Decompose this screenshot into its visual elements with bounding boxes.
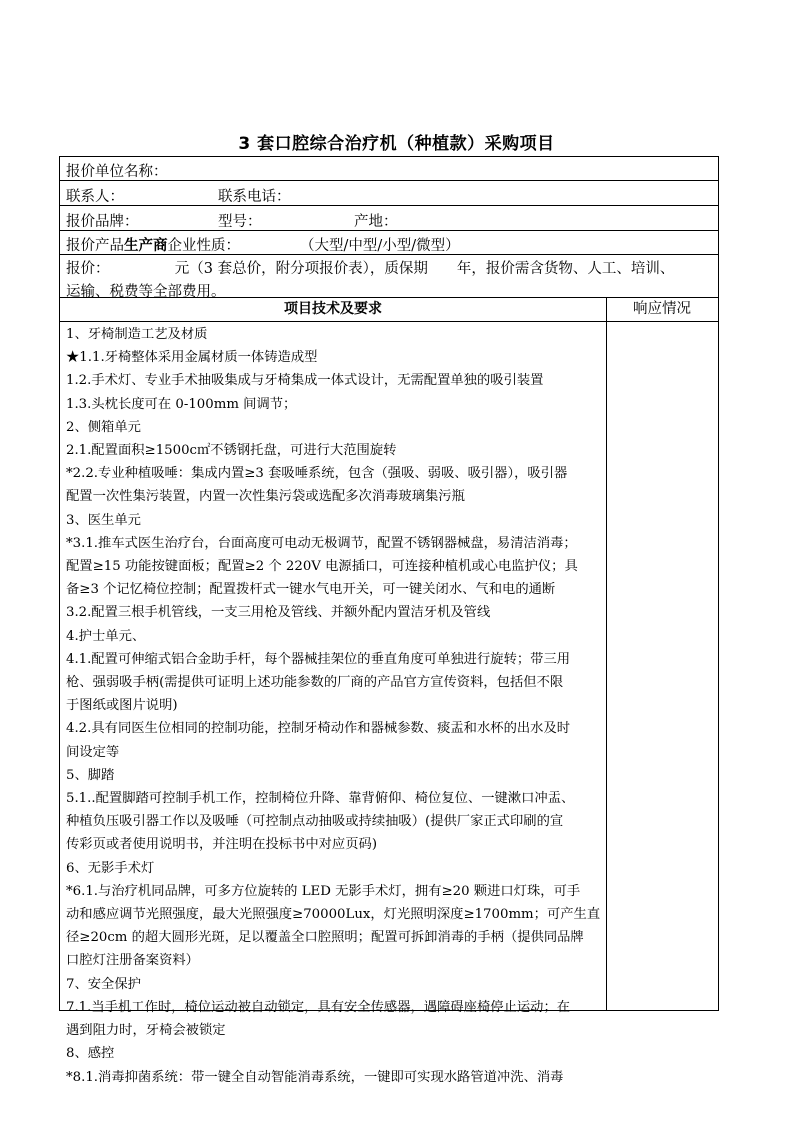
model-label: 型号： <box>218 214 262 230</box>
spec-line: 4.2.具有同医生位相同的控制功能，控制牙椅动作和器械参数、痰盂和水杯的出水及时 <box>66 721 571 737</box>
spec-line: 1、牙椅制造工艺及材质 <box>66 327 208 342</box>
spec-line: 8、感控 <box>66 1046 115 1062</box>
spec-line: 5.1..配置脚踏可控制手机工作，控制椅位升降、靠背俯仰、椅位复位、一键漱口冲盂、 <box>66 791 575 807</box>
spec-line: 5、脚踏 <box>66 767 115 783</box>
document-title: 3 套口腔综合治疗机（种植款）采购项目 <box>238 134 555 154</box>
nature-post: 企业性质： <box>167 238 240 254</box>
origin-label: 产地： <box>354 214 398 230</box>
row-quote <box>60 255 718 298</box>
brand-label: 报价品牌： <box>66 214 139 230</box>
row-contact <box>60 181 718 206</box>
spec-line: 于图纸或图片说明) <box>66 698 178 714</box>
spec-line: 传彩页或者使用说明书，并注明在投标书中对应页码) <box>66 837 378 853</box>
spec-line: 径≥20cm 的超大圆形光斑，足以覆盖全口腔照明；配置可拆卸消毒的手柄（提供同品牌 <box>66 930 584 946</box>
spec-line: *8.1.消毒抑菌系统：带一键全自动智能消毒系统，一键即可实现水路管道冲洗、消毒 <box>66 1069 564 1085</box>
spec-line: 2.1.配置面积≥1500c㎡不锈钢托盘，可进行大范围旋转 <box>66 443 397 459</box>
spec-line: 7、安全保护 <box>66 976 141 992</box>
spec-line: 4.1.配置可伸缩式铝合金助手杆，每个器械挂架位的垂直角度可单独进行旋转；带三用 <box>66 651 571 667</box>
spec-line: 遇到阻力时，牙椅会被锁定 <box>66 1023 226 1039</box>
column-header-response: 响应情况 <box>606 298 718 322</box>
spec-line: 种植负压吸引器工作以及吸唾（可控制点动抽吸或持续抽吸）(提供厂家正式印刷的宣 <box>66 814 564 830</box>
spec-line: 配置≥15 功能按键面板；配置≥2 个 220V 电源插口，可连接种植机或心电监护仪；具 <box>66 559 578 575</box>
spec-line: 4.护士单元、 <box>66 628 146 644</box>
procurement-table <box>59 156 719 1085</box>
column-header-requirements: 项目技术及要求 <box>60 298 606 322</box>
spec-line: 7.1.当手机工作时，椅位运动被自动锁定，具有安全传感器，遇障碍座椅停止运动；在 <box>66 999 571 1015</box>
spec-line: 枪、强弱吸手柄(需提供可证明上述功能参数的厂商的产品官方宣传资料，包括但不限 <box>66 675 564 691</box>
row-brand <box>60 206 718 231</box>
spec-line: 3、医生单元 <box>66 512 141 528</box>
spec-line: *3.1.推车式医生治疗台，台面高度可电动无极调节，配置不锈钢器械盘，易清洁消毒； <box>66 535 577 551</box>
phone-label: 联系电话： <box>218 189 291 205</box>
spec-line: *6.1.与治疗机同品牌，可多方位旋转的 LED 无影手术灯，拥有≥20 颗进口灯珠，可手 <box>66 883 581 899</box>
column-divider <box>606 298 607 1010</box>
spec-line: 口腔灯注册备案资料） <box>66 953 199 969</box>
spec-line: 间设定等 <box>66 744 120 760</box>
row-quote-unit <box>60 157 718 181</box>
contact-label: 联系人： <box>66 189 124 205</box>
enterprise-nature-label <box>66 234 240 255</box>
spec-line: 2、侧箱单元 <box>66 419 141 435</box>
spec-line: 1.2.手术灯、专业手术抽吸集成与牙椅集成一体式设计，无需配置单独的吸引装置 <box>66 373 544 389</box>
enterprise-nature-options: （大型/中型/小型/微型） <box>300 238 460 254</box>
spec-line: 配置一次性集污装置，内置一次性集污袋或选配多次消毒玻璃集污瓶 <box>66 489 465 505</box>
spec-line: *2.2.专业种植吸唾：集成内置≥3 套吸唾系统，包含（强吸、弱吸、吸引器），吸引器 <box>66 466 568 482</box>
row-enterprise-nature <box>60 231 718 255</box>
spec-line: 6、无影手术灯 <box>66 860 155 876</box>
spec-line: 动和感应调节光照强度，最大光照强度≥70000Lux，灯光照明深度≥1700mm；可产生直 <box>66 907 601 923</box>
spec-line: ★1.1.牙椅整体采用金属材质一体铸造成型 <box>66 350 318 366</box>
nature-pre: 报价产品 <box>66 238 124 254</box>
quote-line-1: 报价： 元（3 套总价，附分项报价表），质保期 年，报价需含货物、人工、培训、 <box>66 261 675 277</box>
spec-line: 3.2.配置三根手机管线，一支三用枪及管线、并额外配内置洁牙机及管线 <box>66 605 491 621</box>
quote-unit-label: 报价单位名称： <box>66 164 168 180</box>
technical-requirements <box>66 323 602 1089</box>
quote-line-2: 运输、税费等全部费用。 <box>66 284 226 300</box>
spec-line: 备≥3 个记忆椅位控制；配置拨杆式一键水气电开关，可一键关闭水、气和电的通断 <box>66 582 556 598</box>
spec-line: 1.3.头枕长度可在 0-100mm 间调节； <box>66 396 297 412</box>
nature-bold: 生产商 <box>124 238 168 254</box>
